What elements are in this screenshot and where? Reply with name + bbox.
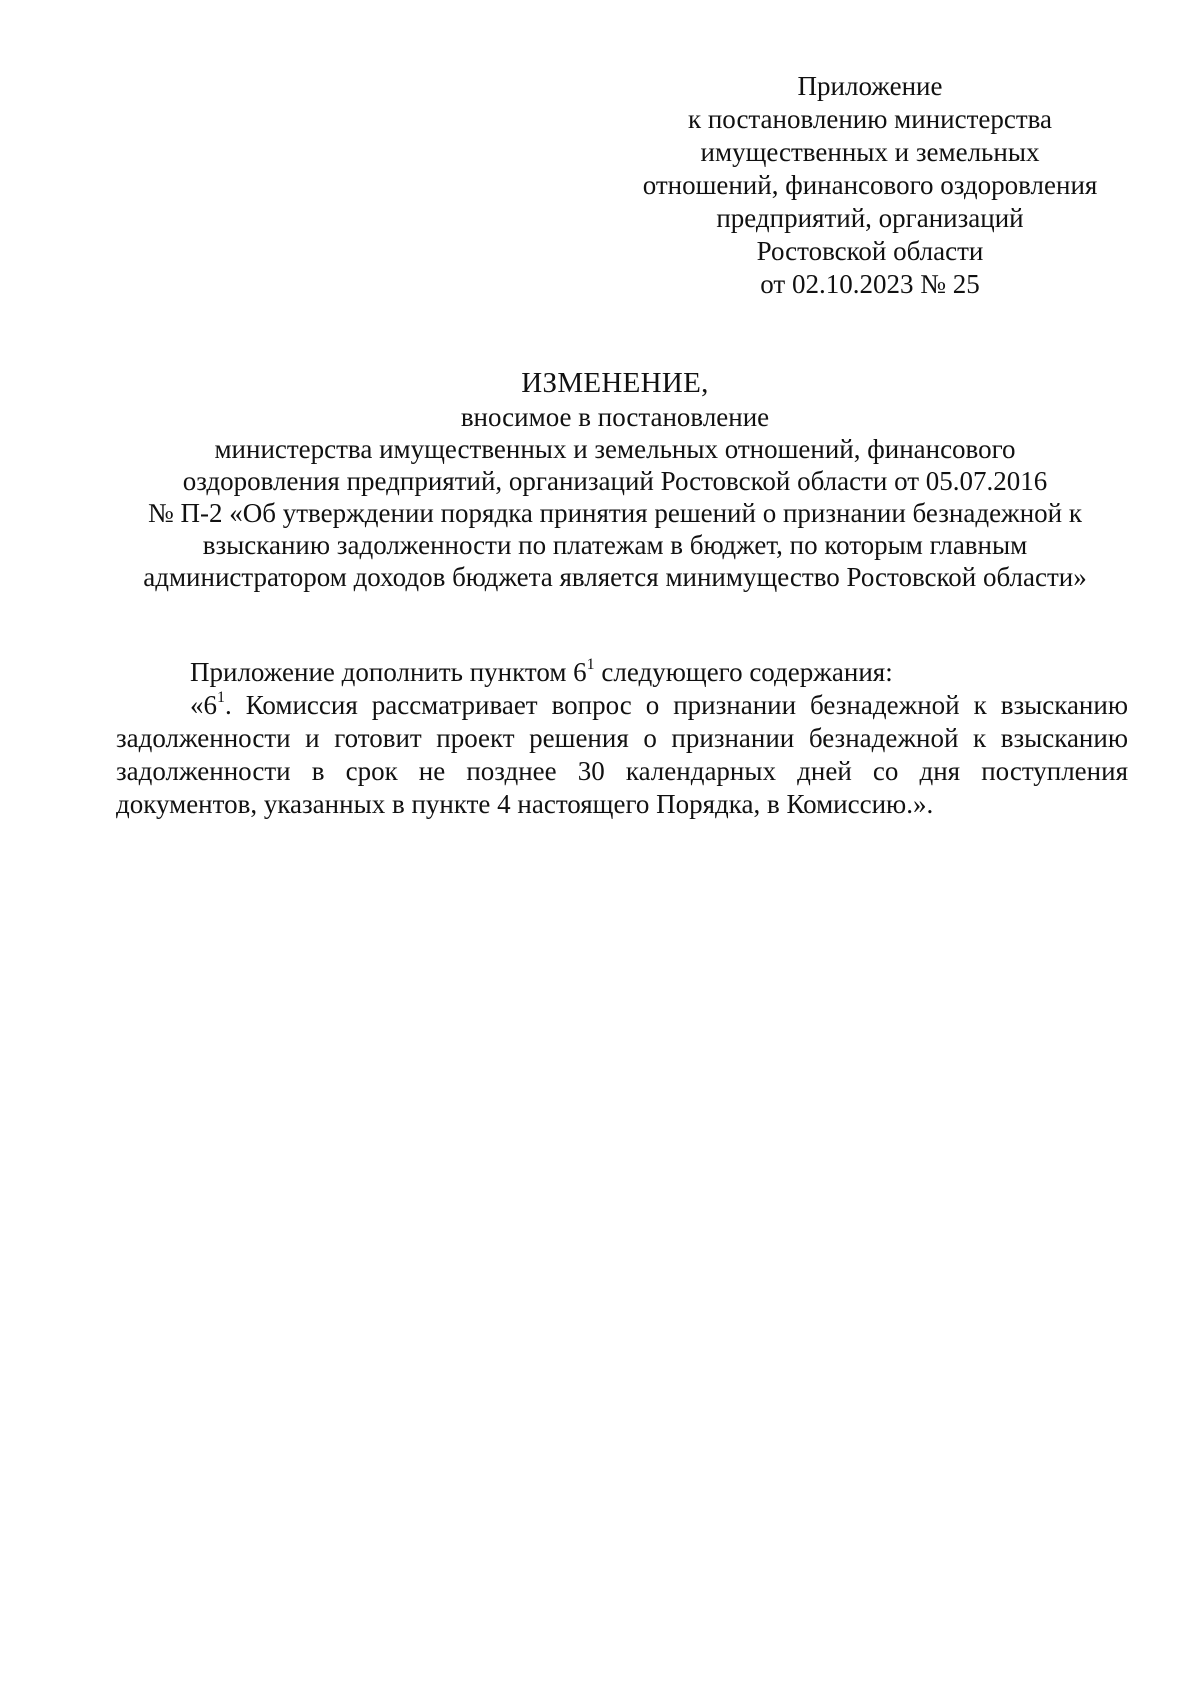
document-body — [116, 656, 1128, 821]
intro-text: Приложение дополнить пунктом 6 — [190, 657, 587, 687]
title-line: вносимое в постановление — [460, 402, 770, 432]
appendix-line: имущественных и земельных — [700, 137, 1040, 167]
appendix-line: Приложение — [797, 71, 943, 101]
document-heading: ИЗМЕНЕНИЕ, — [521, 367, 709, 399]
appendix-header — [600, 70, 1140, 301]
appendix-line: Ростовской области — [756, 236, 984, 266]
title-line: взысканию задолженности по платежам в бюджет, по которым главным — [202, 530, 1028, 560]
amendment-text: . Комиссия рассматривает вопрос о признании безнадежной к взысканию задолженности и готовит проект решения о признании безнадежной к взысканию задолженности в срок не позднее 30 календарных дней со дня поступления документов, указанных в пункте 4 настоящего Порядка, в Комиссию.». — [116, 690, 1128, 819]
appendix-date-number: от 02.10.2023 № 25 — [760, 269, 980, 299]
title-line: № П-2 «Об утверждении порядка принятия решений о признании безнадежной к — [148, 498, 1082, 528]
title-line: министерства имущественных и земельных отношений, финансового — [214, 434, 1016, 464]
intro-paragraph — [116, 656, 1128, 689]
intro-text-tail: следующего содержания: — [594, 657, 893, 687]
document-title-block — [100, 365, 1130, 593]
title-line: администратором доходов бюджета является минимущество Ростовской области» — [143, 562, 1087, 592]
amendment-paragraph — [116, 689, 1128, 821]
superscript: 1 — [586, 656, 595, 673]
superscript: 1 — [217, 689, 225, 706]
appendix-line: отношений, финансового оздоровления — [642, 170, 1098, 200]
amendment-open: «6 — [190, 690, 217, 720]
title-line: оздоровления предприятий, организаций Ростовской области от 05.07.2016 — [182, 466, 1048, 496]
appendix-line: к постановлению министерства — [687, 104, 1053, 134]
appendix-line: предприятий, организаций — [716, 203, 1024, 233]
